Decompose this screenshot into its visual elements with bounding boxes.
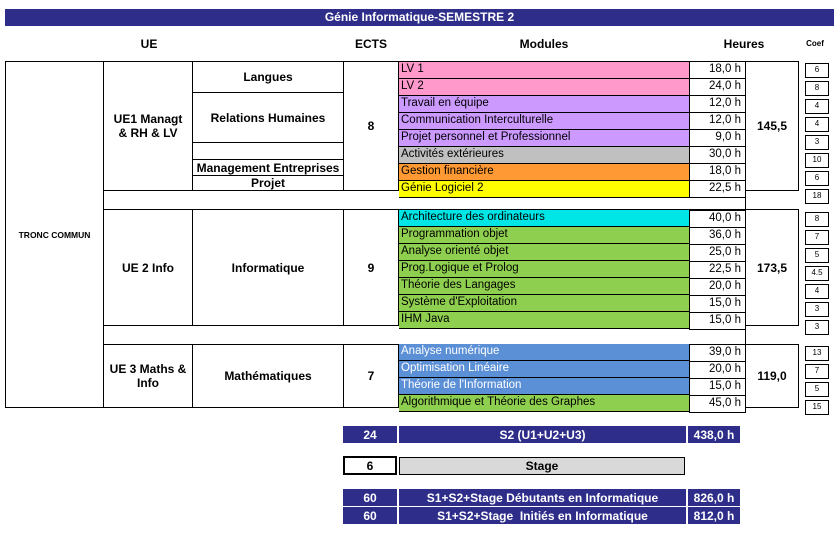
coef-cell: 18 <box>805 189 829 204</box>
ue2-group: Informatique <box>192 209 344 326</box>
ue1-label: UE1 Managt & RH & LV <box>103 61 193 191</box>
hours-cell: 22,5 h <box>689 262 746 279</box>
module-row: Travail en équipe <box>399 96 690 113</box>
ue1-hours <box>689 61 746 198</box>
module-row: Communication Interculturelle <box>399 113 690 130</box>
header-ue: UE <box>140 37 158 51</box>
coef-cell: 6 <box>805 171 829 186</box>
module-row: Analyse orienté objet <box>399 244 690 261</box>
ue1-ects: 8 <box>343 61 399 191</box>
summary-s2-label: S2 (U1+U2+U3) <box>399 426 686 443</box>
header-coef: Coef <box>806 39 824 48</box>
hours-cell: 39,0 h <box>689 345 746 362</box>
hours-cell: 45,0 h <box>689 396 746 413</box>
ue1-group-langues: Langues <box>192 61 344 93</box>
coef-cell: 4.5 <box>805 266 829 281</box>
coef-cell: 3 <box>805 320 829 335</box>
coef-cell: 8 <box>805 212 829 227</box>
hours-cell: 22,5 h <box>689 181 746 198</box>
module-row: Programmation objet <box>399 227 690 244</box>
coef-cell: 5 <box>805 382 829 397</box>
hours-cell: 15,0 h <box>689 313 746 330</box>
module-row: Optimisation Linéaire <box>399 361 690 378</box>
ue3-group: Mathématiques <box>192 344 344 408</box>
tronc-commun-frame <box>5 61 103 408</box>
module-row: LV 2 <box>399 79 690 96</box>
summary-debutants-label: S1+S2+Stage Débutants en Informatique <box>399 489 686 506</box>
hours-cell: 40,0 h <box>689 211 746 228</box>
hours-cell: 15,0 h <box>689 296 746 313</box>
hours-cell: 18,0 h <box>689 164 746 181</box>
ue1-total-hours: 145,5 <box>745 61 799 191</box>
ue2-modules <box>399 210 690 329</box>
title-bar <box>5 9 834 26</box>
hours-cell: 20,0 h <box>689 362 746 379</box>
summary-debutants-hours: 826,0 h <box>688 489 740 506</box>
module-row: IHM Java <box>399 312 690 329</box>
frame-top <box>5 61 103 62</box>
ue2-total-hours: 173,5 <box>745 209 799 326</box>
hours-cell: 9,0 h <box>689 130 746 147</box>
coef-cell: 15 <box>805 400 829 415</box>
ue3-label: UE 3 Maths & Info <box>103 344 193 408</box>
hours-cell: 12,0 h <box>689 113 746 130</box>
header-modules: Modules <box>519 37 569 51</box>
module-row: Génie Logiciel 2 <box>399 181 690 198</box>
hours-cell: 20,0 h <box>689 279 746 296</box>
coef-cell: 8 <box>805 81 829 96</box>
ue1-modules <box>399 61 690 194</box>
coef-cell: 6 <box>805 63 829 78</box>
coef-cell: 5 <box>805 248 829 263</box>
ue3-coefs <box>805 346 829 415</box>
ue1-group-projet: Projet <box>192 175 344 191</box>
summary-inities-label: S1+S2+Stage Initiés en Informatique <box>399 507 686 524</box>
ue1-group-rh: Relations Humaines <box>192 92 344 143</box>
coef-cell: 10 <box>805 153 829 168</box>
spacer-row <box>103 325 746 345</box>
coef-cell: 7 <box>805 230 829 245</box>
ue2-ects: 9 <box>343 209 399 326</box>
ue1-group-empty <box>192 142 344 160</box>
summary-inities-hours: 812,0 h <box>688 507 740 524</box>
ue1-group-management: Management Entreprises <box>192 159 344 176</box>
coef-cell: 3 <box>805 302 829 317</box>
ue2-coefs <box>805 212 829 335</box>
module-row: Architecture des ordinateurs <box>399 210 690 227</box>
module-row: Théorie des Langages <box>399 278 690 295</box>
ue3-ects: 7 <box>343 344 399 408</box>
tronc-commun-label: TRONC COMMUN <box>18 229 91 240</box>
module-row: Prog.Logique et Prolog <box>399 261 690 278</box>
summary-inities-ects: 60 <box>343 507 397 524</box>
ue3-total-hours: 119,0 <box>745 344 799 408</box>
summary-debutants-ects: 60 <box>343 489 397 506</box>
summary-stage-ects: 6 <box>343 456 397 475</box>
ue3-modules <box>399 344 690 412</box>
header-heures: Heures <box>723 37 765 51</box>
module-row: Analyse numérique <box>399 344 690 361</box>
coef-cell: 7 <box>805 364 829 379</box>
summary-stage-label: Stage <box>399 457 685 475</box>
module-row: Activités extérieures <box>399 147 690 164</box>
hours-cell: 30,0 h <box>689 147 746 164</box>
spacer-row <box>103 190 746 210</box>
hours-cell: 12,0 h <box>689 96 746 113</box>
hours-cell: 24,0 h <box>689 79 746 96</box>
header-ects: ECTS <box>354 37 387 51</box>
hours-cell: 15,0 h <box>689 379 746 396</box>
coef-cell: 4 <box>805 284 829 299</box>
page-title: Génie Informatique-SEMESTRE 2 <box>324 10 515 24</box>
ue1-coefs <box>805 63 829 204</box>
ue3-hours <box>689 344 746 413</box>
ue2-label: UE 2 Info <box>103 209 193 326</box>
summary-s2-ects: 24 <box>343 426 397 443</box>
module-row: Projet personnel et Professionnel <box>399 130 690 147</box>
hours-cell: 25,0 h <box>689 245 746 262</box>
module-row: Théorie de l'Information <box>399 378 690 395</box>
coef-cell: 13 <box>805 346 829 361</box>
module-row: Algorithmique et Théorie des Graphes <box>399 395 690 412</box>
ue2-hours <box>689 210 746 330</box>
hours-cell: 36,0 h <box>689 228 746 245</box>
module-row: Système d'Exploitation <box>399 295 690 312</box>
coef-cell: 4 <box>805 99 829 114</box>
coef-cell: 4 <box>805 117 829 132</box>
module-row: LV 1 <box>399 62 690 79</box>
summary-s2-hours: 438,0 h <box>688 426 740 443</box>
module-row: Gestion financière <box>399 164 690 181</box>
coef-cell: 3 <box>805 135 829 150</box>
hours-cell: 18,0 h <box>689 62 746 79</box>
